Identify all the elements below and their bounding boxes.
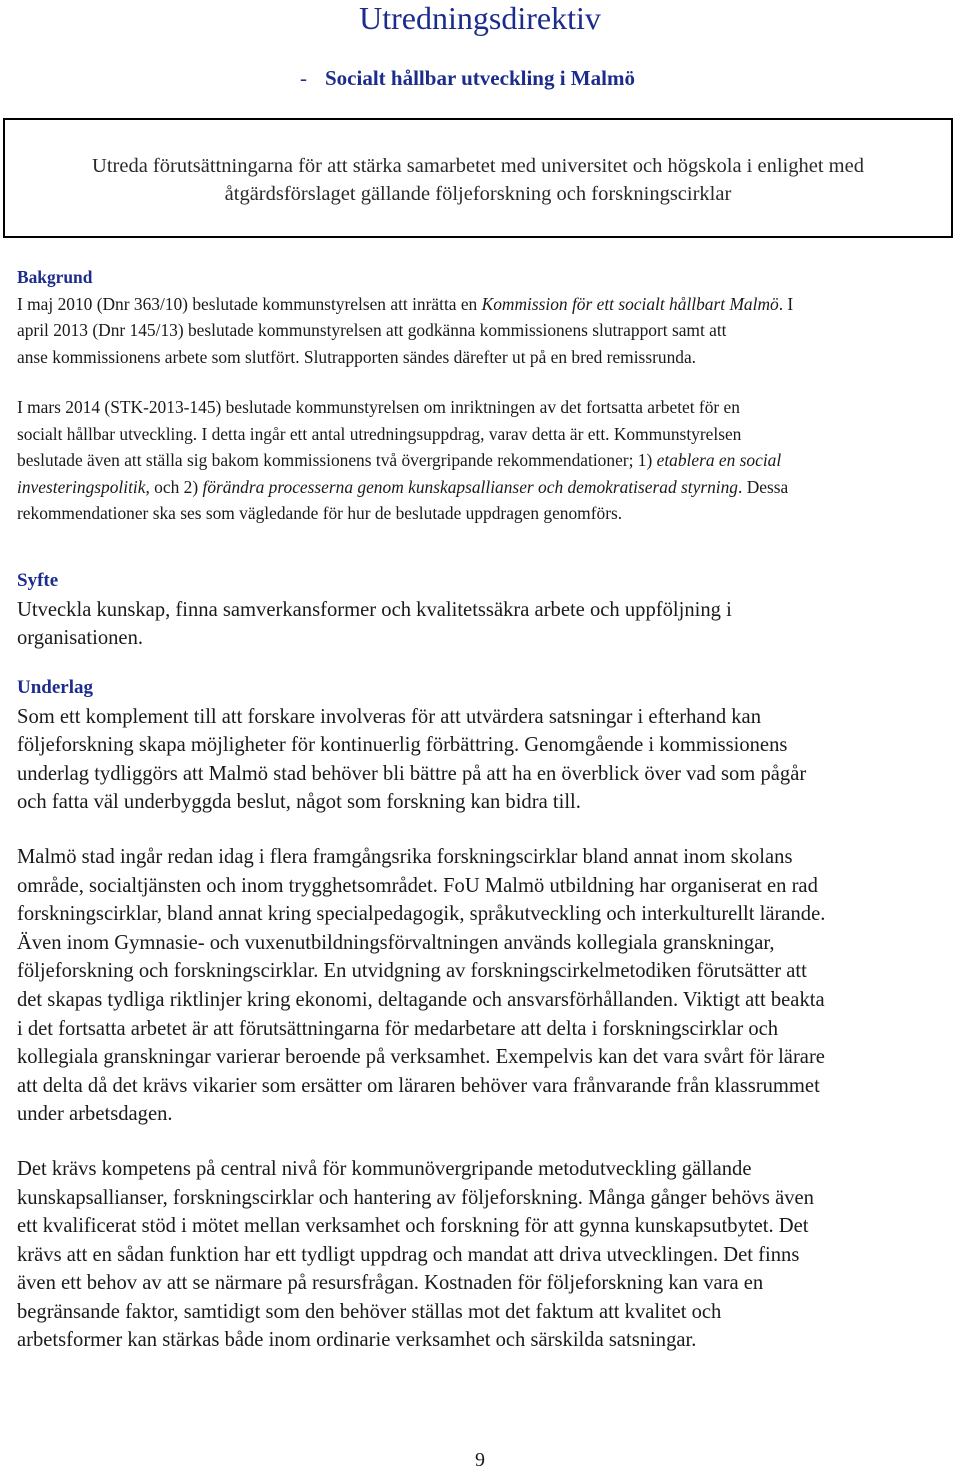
text-line: kollegiala granskningar varierar beroende på verksamhet. Exempelvis kan det vara svårt för lärare <box>17 1046 825 1069</box>
bakgrund-section <box>17 264 947 527</box>
directive-box <box>3 118 953 238</box>
syfte-section <box>17 567 947 653</box>
bakgrund-paragraph-2 <box>17 394 947 527</box>
text-line: anse kommissionens arbete som slutfört. Slutrapporten sändes därefter ut på en bred remissrunda. <box>17 346 697 367</box>
text-line: följeforskning skapa möjligheter för kontinuerlig förbättring. Genomgående i kommissionens <box>17 734 788 757</box>
text-line: Malmö stad ingår redan idag i flera framgångsrika forskningscirklar bland annat inom skolans <box>17 845 793 868</box>
text-line: det skapas tydliga riktlinjer kring ekonomi, deltagande och ansvarsförhållanden. Viktigt att beakta <box>17 988 825 1011</box>
document-subtitle <box>300 64 635 92</box>
subtitle-dash: - <box>300 66 307 90</box>
text-line: krävs att en sådan funktion har ett tydligt uppdrag och mandat att driva utvecklingen. Det finns <box>17 1243 800 1266</box>
directive-line: åtgärdsförslaget gällande följeforskning och forskningscirklar <box>224 183 732 205</box>
document-title: Utredningsdirektiv <box>359 0 601 36</box>
text-line: område, socialtjänsten och inom trygghetsområdet. FoU Malmö utbildning har organiserat en rad <box>17 874 818 897</box>
text-line: Utveckla kunskap, finna samverkansformer och kvalitetssäkra arbete och uppföljning i <box>17 598 732 621</box>
text-line: beslutade även att ställa sig bakom kommissionens två övergripande rekommendationer; 1) etablera en social <box>17 450 782 470</box>
text-line: ett kvalificerat stöd i mötet mellan verksamhet och forskning för att gynna kunskapsutbytet. Det <box>17 1215 809 1238</box>
text-line: arbetsformer kan stärkas både inom ordinarie verksamhet och särskilda satsningar. <box>17 1329 697 1352</box>
underlag-paragraph-2 <box>17 843 947 1129</box>
text-line: kunskapsallianser, forskningscirklar och hantering av följeforskning. Många gånger behövs även <box>17 1186 814 1209</box>
text-line: investeringspolitik, och 2) förändra processerna genom kunskapsallianser och demokratiserad styrning. Dessa <box>17 476 789 497</box>
text-line: forskningscirklar, bland annat kring specialpedagogik, språkutveckling och interkulturellt lärande. <box>17 903 826 926</box>
text-line: även ett behov av att se närmare på resursfrågan. Kostnaden för följeforskning kan vara en <box>17 1272 764 1295</box>
page-number: 9 <box>475 1449 485 1471</box>
text-line: under arbetsdagen. <box>17 1103 173 1126</box>
underlag-paragraph-1 <box>17 703 947 817</box>
text-line: rekommendationer ska ses som vägledande för hur de beslutade uppdragen genomförs. <box>17 503 623 523</box>
syfte-heading: Syfte <box>17 570 59 591</box>
text-line: i det fortsatta arbetet är att förutsättningarna för medarbetare att delta i forskningscirklar och <box>17 1017 779 1040</box>
bakgrund-heading: Bakgrund <box>17 267 93 287</box>
underlag-paragraph-3 <box>17 1155 947 1355</box>
text-line: april 2013 (Dnr 145/13) beslutade kommunstyrelsen att godkänna kommissionens slutrapport samt att <box>17 320 727 340</box>
bakgrund-paragraph-1 <box>17 291 947 371</box>
text-line: att delta då det krävs vikarier som ersätter om läraren behöver vara frånvarande från klassrummet <box>17 1074 820 1097</box>
directive-line: Utreda förutsättningarna för att stärka samarbetet med universitet och högskola i enlighet med <box>92 155 864 177</box>
text-line: organisationen. <box>17 627 144 650</box>
directive-text <box>92 148 864 208</box>
text-line: underlag tydliggörs att Malmö stad behöver bli bättre på att ha en överblick över vad som pågår <box>17 762 807 785</box>
text-line: Som ett komplement till att forskare involveras för att utvärdera satsningar i efterhand kan <box>17 705 761 728</box>
text-line: Det krävs kompetens på central nivå för kommunövergripande metodutveckling gällande <box>17 1157 752 1180</box>
text-line: och fatta väl underbyggda beslut, något som forskning kan bidra till. <box>17 791 581 814</box>
text-line: I maj 2010 (Dnr 363/10) beslutade kommunstyrelsen att inrätta en Kommission för ett socialt hållbart Malmö. I <box>17 293 794 314</box>
underlag-heading: Underlag <box>17 677 93 698</box>
text-line: begränsande faktor, samtidigt som den behöver ställas mot det faktum att kvalitet och <box>17 1300 722 1323</box>
text-line: Även inom Gymnasie- och vuxenutbildningsförvaltningen används kollegiala granskningar, <box>17 931 775 954</box>
underlag-section <box>17 674 947 1355</box>
text-line: socialt hållbar utveckling. I detta ingår ett antal utredningsuppdrag, varav detta är ett. Kommunstyrelsen <box>17 423 742 444</box>
syfte-paragraph <box>17 596 947 653</box>
subtitle-text: Socialt hållbar utveckling i Malmö <box>325 66 635 90</box>
text-line: I mars 2014 (STK-2013-145) beslutade kommunstyrelsen om inriktningen av det fortsatta arbetet för en <box>17 397 740 417</box>
text-line: följeforskning och forskningscirklar. En utvidgning av forskningscirkelmetodiken förutsätter att <box>17 960 807 983</box>
